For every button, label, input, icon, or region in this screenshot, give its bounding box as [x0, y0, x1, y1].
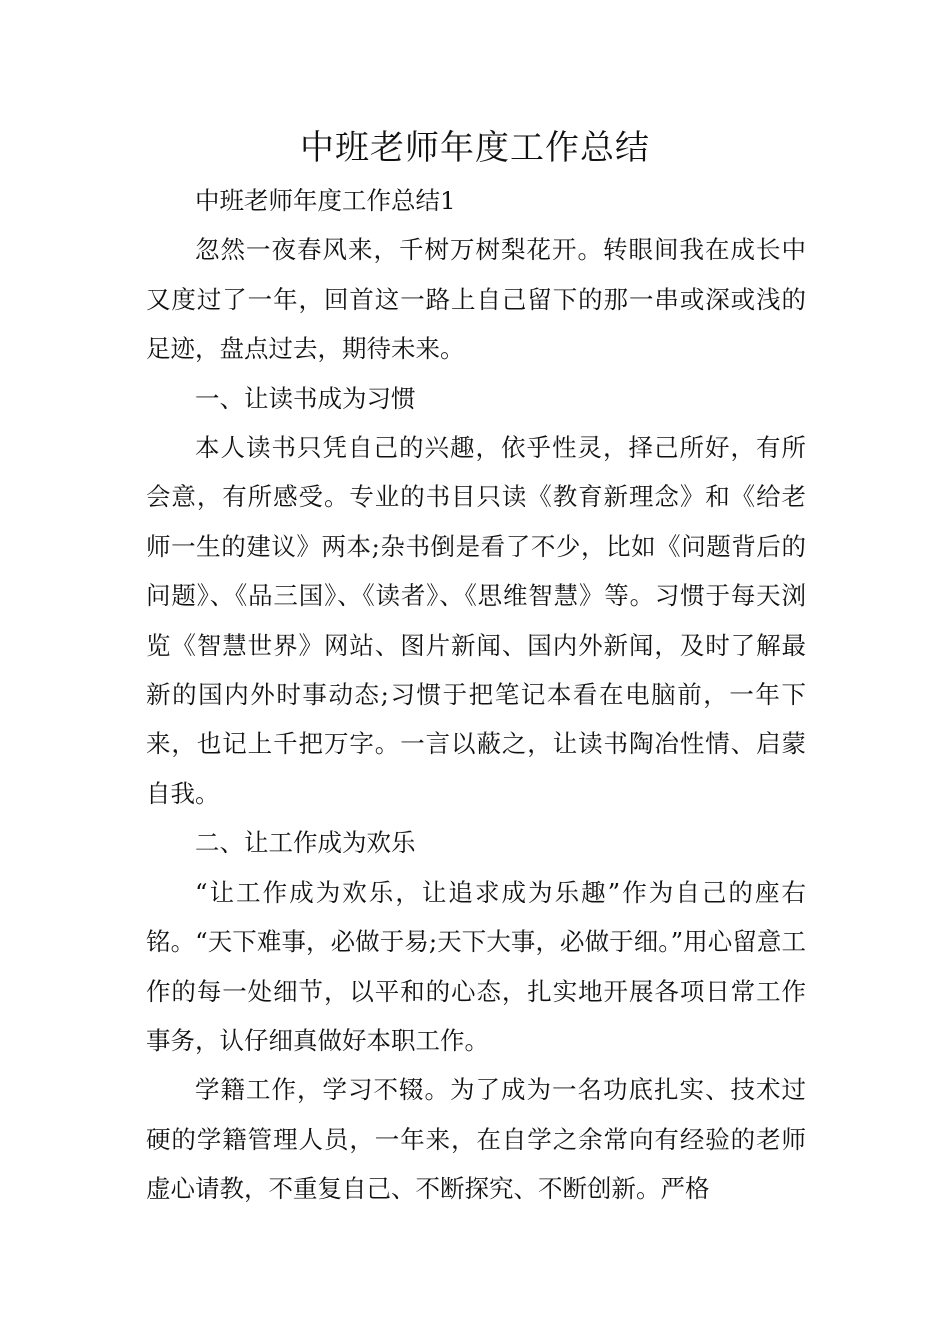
paragraph-intro: 忽然一夜春风来，千树万树梨花开。转眼间我在成长中又度过了一年，回首这一路上自己留下的那一串或深或浅的足迹，盘点过去，期待未来。 [146, 235, 806, 364]
section-subtitle: 中班老师年度工作总结1 [195, 186, 456, 215]
paragraph-reading: 本人读书只凭自己的兴趣，依乎性灵，择己所好，有所会意，有所感受。专业的书目只读《教育新理念》和《给老师一生的建议》两本;杂书倒是看了不少，比如《问题背后的问题》、《品三国》、《读者》、《思维智慧》等。习惯于每天浏览《智慧世界》网站、图片新闻、国内外新闻，及时了解最新的国内外时事动态;习惯于把笔记本看在电脑前，一年下来，也记上千把万字。一言以蔽之，让读书陶冶性情、启蒙自我。 [146, 433, 806, 808]
paragraph-work-motto: “让工作成为欢乐，让追求成为乐趣”作为自己的座右铭。“天下难事，必做于易;天下大事，必做于细。”用心留意工作的每一处细节，以平和的心态，扎实地开展各项日常工作事务，认仔细真做好本职工作。 [146, 877, 806, 1055]
document-title: 中班老师年度工作总结 [300, 128, 650, 168]
paragraph-records: 学籍工作，学习不辍。为了成为一名功底扎实、技术过硬的学籍管理人员，一年来，在自学之余常向有经验的老师虚心请教，不重复自己、不断探究、不断创新。严格 [146, 1075, 806, 1204]
document-body [146, 176, 806, 1214]
heading-reading: 一、让读书成为习惯 [195, 383, 416, 413]
heading-work: 二、让工作成为欢乐 [195, 828, 416, 858]
